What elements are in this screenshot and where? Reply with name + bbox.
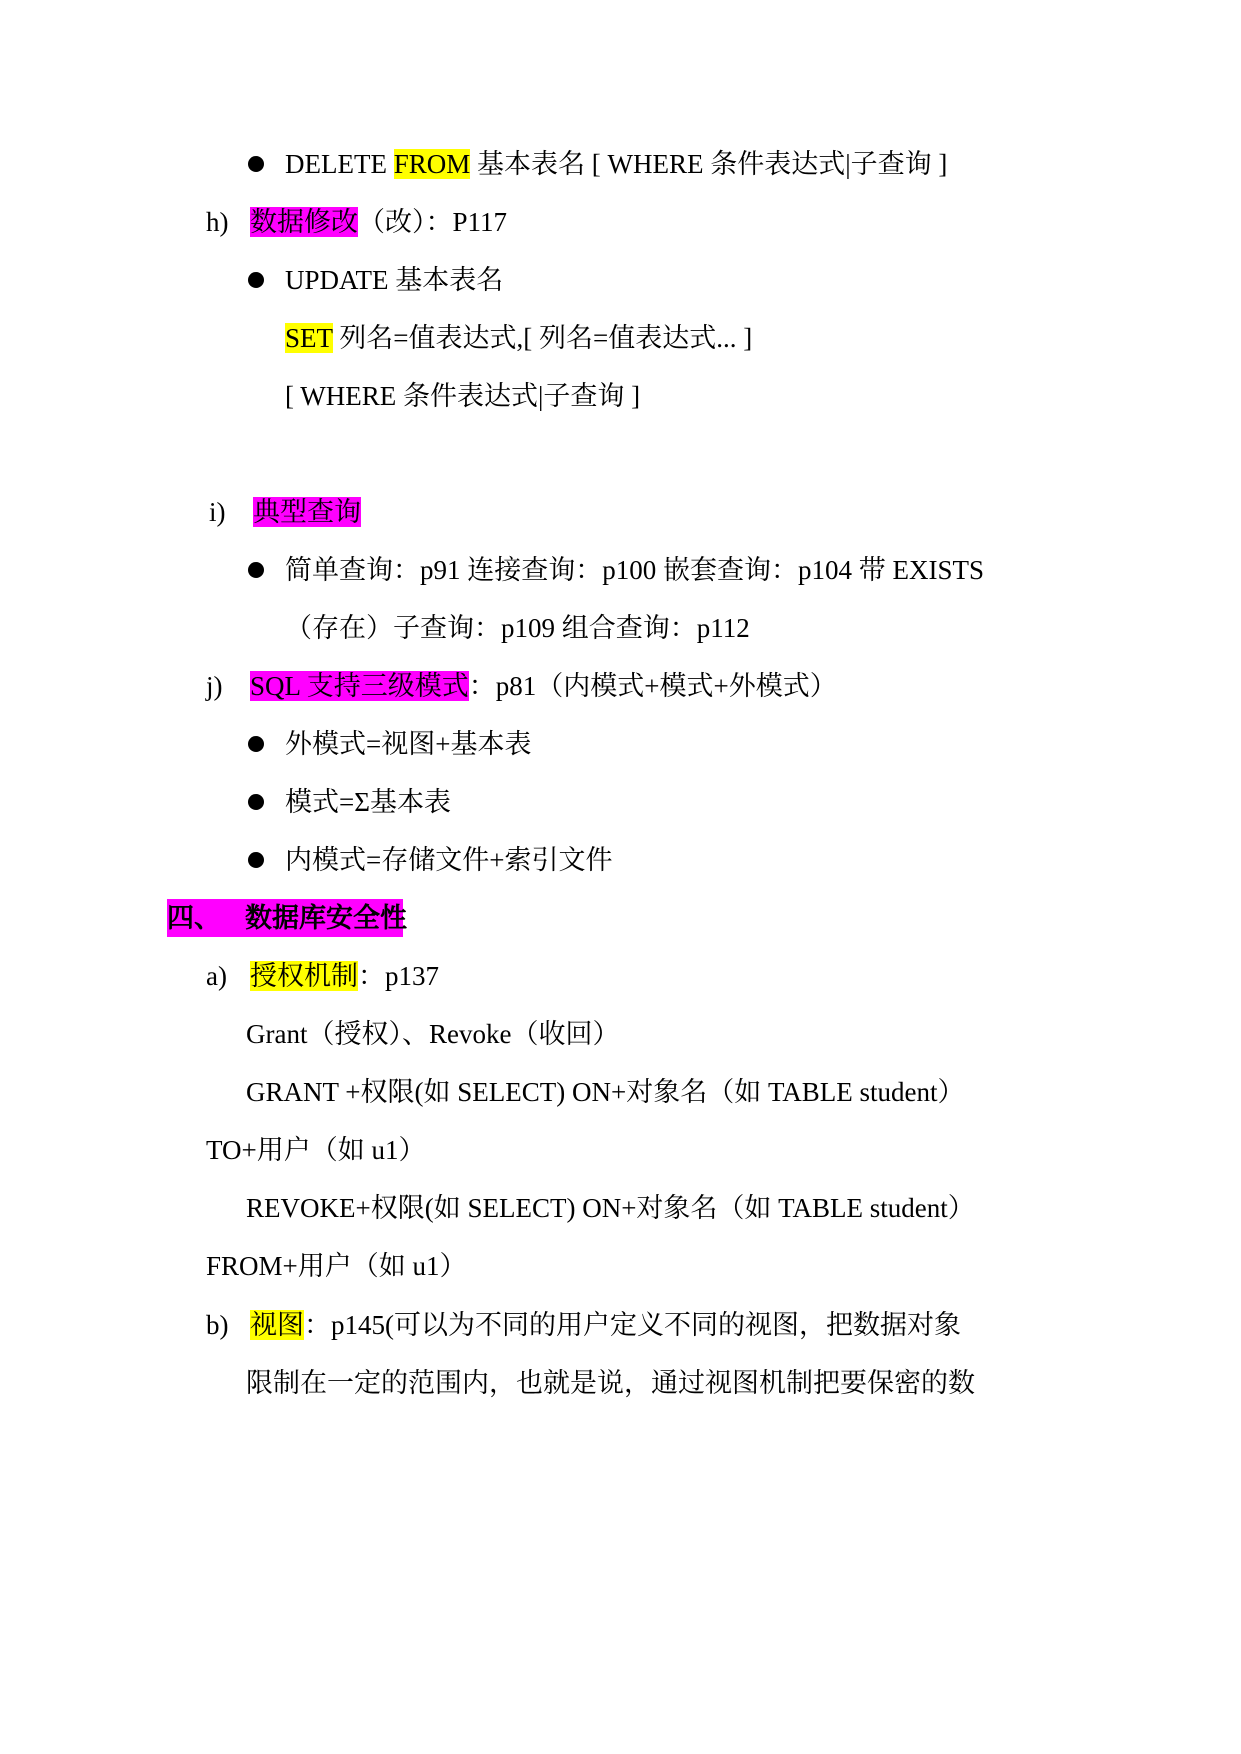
bullet-icon (248, 736, 264, 752)
highlight-authorization: 授权机制 (250, 961, 358, 991)
bullet-icon (248, 794, 264, 810)
query-line-2: （存在）子查询：p109 组合查询：p112 (285, 613, 750, 643)
bullet-icon (248, 562, 264, 578)
highlight-data-modify: 数据修改 (250, 207, 358, 237)
section-heading-4 (167, 899, 407, 937)
item-j: j) SQL 支持三级模式：p81（内模式+模式+外模式） (206, 671, 837, 701)
revoke-line-1: REVOKE+权限(如 SELECT) ON+对象名（如 TABLE student） (246, 1193, 975, 1223)
bullet-icon (248, 272, 264, 288)
internal-schema-line: 内模式=存储文件+索引文件 (285, 845, 613, 875)
item-a: a) 授权机制：p137 (206, 961, 439, 991)
item-i: i) 典型查询 (209, 497, 361, 527)
bullet-icon (248, 156, 264, 172)
delete-syntax-line: DELETE FROM 基本表名 [ WHERE 条件表达式|子查询 ] (285, 149, 948, 179)
revoke-line-2: FROM+用户（如 u1） (206, 1251, 467, 1281)
external-schema-line: 外模式=视图+基本表 (285, 729, 532, 759)
grant-revoke-line: Grant（授权）、Revoke（收回） (246, 1019, 620, 1049)
item-h: h) 数据修改（改）：P117 (206, 207, 508, 237)
update-line-1: UPDATE 基本表名 (285, 265, 504, 295)
item-b: b) 视图：p145(可以为不同的用户定义不同的视图，把数据对象 (206, 1310, 961, 1340)
highlight-view: 视图 (250, 1310, 304, 1340)
highlight-sql-schema: SQL 支持三级模式 (250, 671, 469, 701)
view-line-2: 限制在一定的范围内，也就是说，通过视图机制把要保密的数 (246, 1368, 975, 1398)
grant-line-2: TO+用户（如 u1） (206, 1135, 426, 1165)
bullet-icon (248, 852, 264, 868)
highlight-typical-query: 典型查询 (253, 497, 361, 527)
section-number: 四、 (167, 903, 221, 933)
section-title: 数据库安全性 (245, 903, 407, 933)
query-line-1: 简单查询：p91 连接查询：p100 嵌套查询：p104 带 EXISTS (285, 555, 985, 585)
update-line-3: [ WHERE 条件表达式|子查询 ] (285, 381, 641, 411)
highlight-from: FROM (393, 149, 471, 179)
grant-line-1: GRANT +权限(如 SELECT) ON+对象名（如 TABLE student） (246, 1077, 965, 1107)
schema-line: 模式=Σ基本表 (285, 787, 451, 817)
update-line-2: SET 列名=值表达式,[ 列名=值表达式... ] (285, 323, 753, 353)
highlight-set: SET (285, 323, 333, 353)
